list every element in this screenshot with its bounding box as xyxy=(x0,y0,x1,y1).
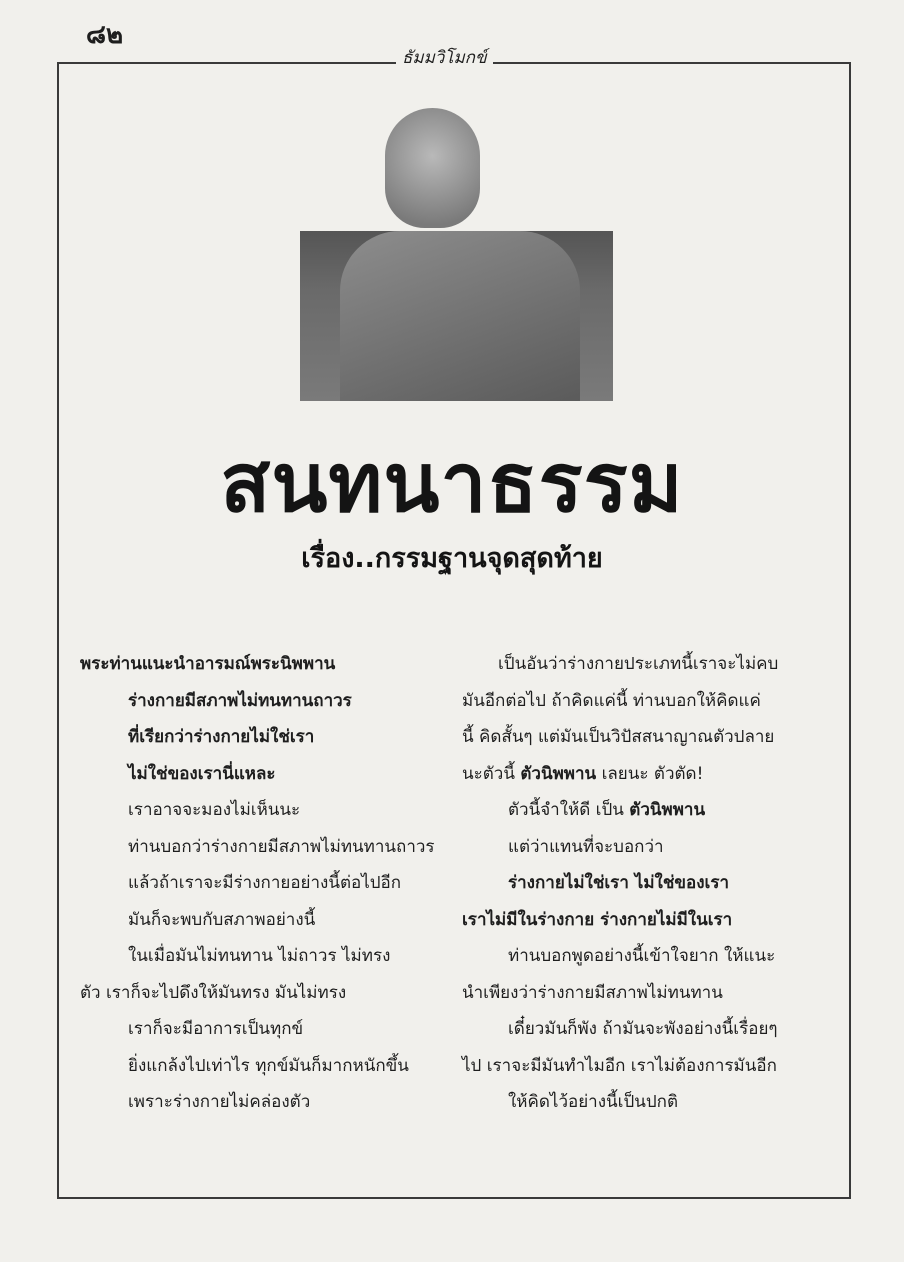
right-line: ร่างกายไม่ใช่เรา ไม่ใช่ของเรา xyxy=(508,873,729,893)
right-line: เดี๋ยวมันก็พัง ถ้ามันจะพังอย่างนี้เรื่อยๆ xyxy=(508,1019,778,1039)
right-line: แต่ว่าแทนที่จะบอกว่า xyxy=(508,836,664,857)
left-line: ท่านบอกว่าร่างกายมีสภาพไม่ทนทานถาวร xyxy=(128,836,435,857)
left-line: พระท่านแนะนำอารมณ์พระนิพพาน xyxy=(80,654,336,674)
text-run: ตัวนี้จำให้ดี เป็น xyxy=(508,800,630,820)
emphasis-text: ตัวนิพพาน xyxy=(520,763,597,784)
right-line: นี้ คิดสั้นๆ แต่มันเป็นวิปัสสนาญาณตัวปลาย xyxy=(462,727,775,747)
left-line: ไม่ใช่ของเรานี่แหละ xyxy=(128,763,276,784)
right-line: เราไม่มีในร่างกาย ร่างกายไม่มีในเรา xyxy=(462,909,733,930)
left-line: ตัว เราก็จะไปดึงให้มันทรง มันไม่ทรง xyxy=(80,982,347,1003)
right-line: นำเพียงว่าร่างกายมีสภาพไม่ทนทาน xyxy=(462,982,723,1003)
article-title: สนทนาธรรม xyxy=(220,436,684,531)
monk-photo xyxy=(300,231,613,401)
emphasis-text: ตัวนิพพาน xyxy=(629,800,706,820)
left-line: ในเมื่อมันไม่ทนทาน ไม่ถาวร ไม่ทรง xyxy=(128,946,391,966)
photo-robe xyxy=(340,231,580,401)
photo-head xyxy=(385,108,480,228)
right-line xyxy=(462,792,830,829)
right-line xyxy=(462,756,830,793)
left-line: เราก็จะมีอาการเป็นทุกข์ xyxy=(128,1019,304,1039)
left-line: เพราะร่างกายไม่คล่องตัว xyxy=(128,1092,311,1112)
right-line: มันอีกต่อไป ถ้าคิดแค่นี้ ท่านบอกให้คิดแค่ xyxy=(462,690,761,711)
article-subtitle: เรื่อง..กรรมฐานจุดสุดท้าย xyxy=(301,543,603,574)
left-line: แล้วถ้าเราจะมีร่างกายอย่างนี้ต่อไปอีก xyxy=(128,873,402,893)
left-line: เราอาจจะมองไม่เห็นนะ xyxy=(128,800,301,820)
right-line: ไป เราจะมีมันทำไมอีก เราไม่ต้องการมันอีก xyxy=(462,1055,777,1076)
right-line: เป็นอันว่าร่างกายประเภทนี้เราจะไม่คบ xyxy=(498,654,779,674)
left-line: ยิ่งแกล้งไปเท่าไร ทุกข์มันก็มากหนักขึ้น xyxy=(128,1055,409,1076)
left-column xyxy=(80,646,448,1121)
right-line: ท่านบอกพูดอย่างนี้เข้าใจยาก ให้แนะ xyxy=(508,946,776,966)
left-line: ร่างกายมีสภาพไม่ทนทานถาวร xyxy=(128,690,352,711)
left-line: ที่เรียกว่าร่างกายไม่ใช่เรา xyxy=(128,727,315,747)
header-title: ธัมมวิโมกข์ xyxy=(396,44,493,71)
right-line: ให้คิดไว้อย่างนี้เป็นปกติ xyxy=(508,1092,678,1112)
page-number: ๘๒ xyxy=(86,20,124,50)
right-column xyxy=(462,646,830,1121)
text-run: นะตัวนี้ xyxy=(462,763,521,784)
text-run: เลยนะ ตัวตัด! xyxy=(596,763,704,784)
left-line: มันก็จะพบกับสภาพอย่างนี้ xyxy=(128,909,316,930)
